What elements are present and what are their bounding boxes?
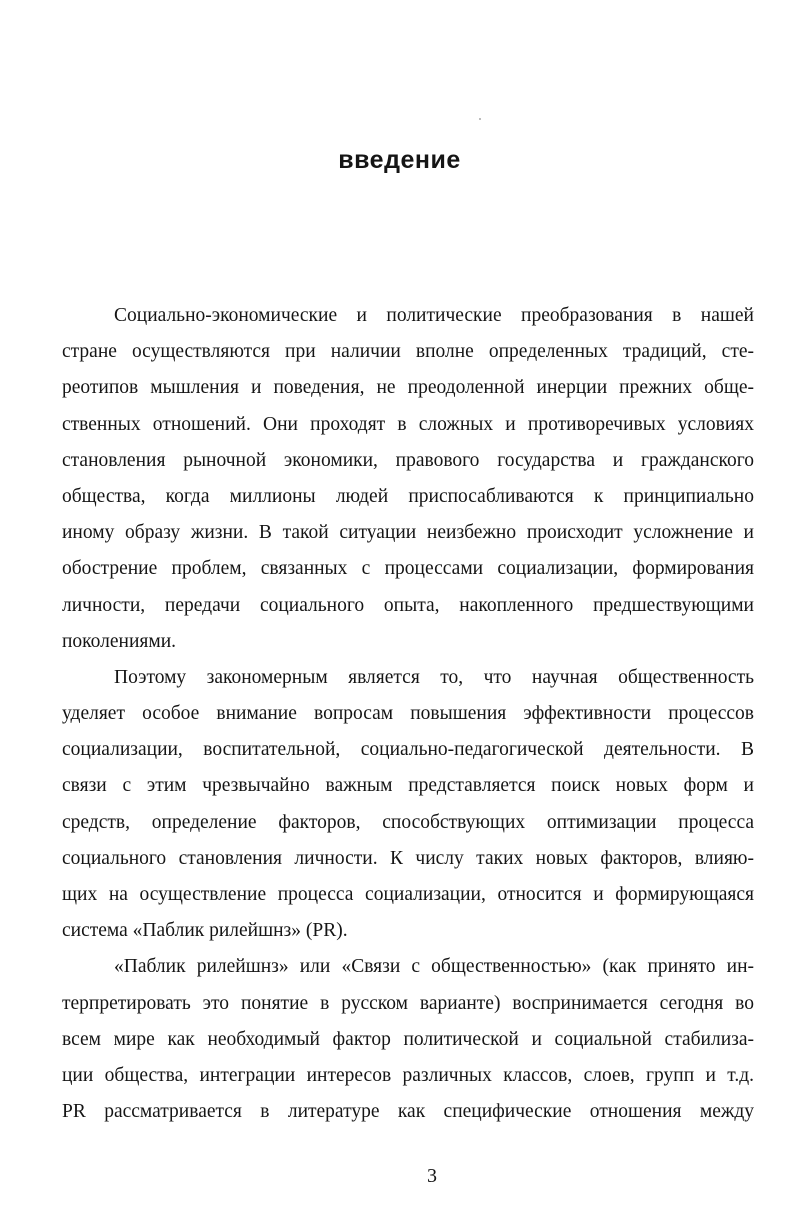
text-line: «Паблик рилейшнз» или «Связи с общественностью» (как принято ин- [114,956,754,978]
text-line: щих на осуществление процесса социализации, относится и формирующаяся [62,884,754,905]
text-line: связи с этим чрезвычайно важным представляется поиск новых форм и [62,775,754,797]
scan-speck [479,118,481,120]
text-line: всем мире как необходимый фактор политической и социальной стабилиза- [62,1028,754,1050]
text-line: PR рассматривается в литературе как специфические отношения между [62,1101,754,1123]
text-line: стране осуществляются при наличии вполне определенных традиций, сте- [62,341,754,363]
text-line: социального становления личности. К числу таких новых факторов, влияю- [62,847,754,869]
text-line: ции общества, интеграции интересов различных классов, слоев, групп и т.д. [62,1064,754,1086]
page-number: 3 [427,1165,437,1187]
text-line: уделяет особое внимание вопросам повышения эффективности процессов [62,703,754,725]
text-line: система «Паблик рилейшнз» (PR). [62,920,348,942]
page-title: введение [338,146,461,174]
text-line: иному образу жизни. В такой ситуации неизбежно происходит усложнение и [62,522,754,544]
text-line: поколениями. [62,630,177,652]
text-line: терпретировать это понятие в русском варианте) воспринимается сегодня во [62,992,754,1014]
text-line: Социально-экономические и политические преобразования в нашей [114,305,754,326]
paragraph-2 [62,660,754,950]
text-line: общества, когда миллионы людей приспосабливаются к принципиально [62,485,754,507]
text-line: личности, передачи социального опыта, накопленного предшествующими [62,594,754,616]
body-text [62,298,754,1130]
text-line: социализации, воспитательной, социально-педагогической деятельности. В [62,739,754,761]
paragraph-3 [62,949,754,1130]
text-line: обострение проблем, связанных с процессами социализации, формирования [62,558,754,580]
text-line: становления рыночной экономики, правового государства и гражданского [62,449,754,471]
text-line: Поэтому закономерным является то, что научная общественность [114,666,754,688]
text-line: реотипов мышления и поведения, не преодоленной инерции прежних обще- [62,377,754,399]
text-line: средств, определение факторов, способствующих оптимизации процесса [62,811,754,833]
paragraph-1 [62,298,754,660]
text-line: ственных отношений. Они проходят в сложных и противоречивых условиях [62,413,754,435]
